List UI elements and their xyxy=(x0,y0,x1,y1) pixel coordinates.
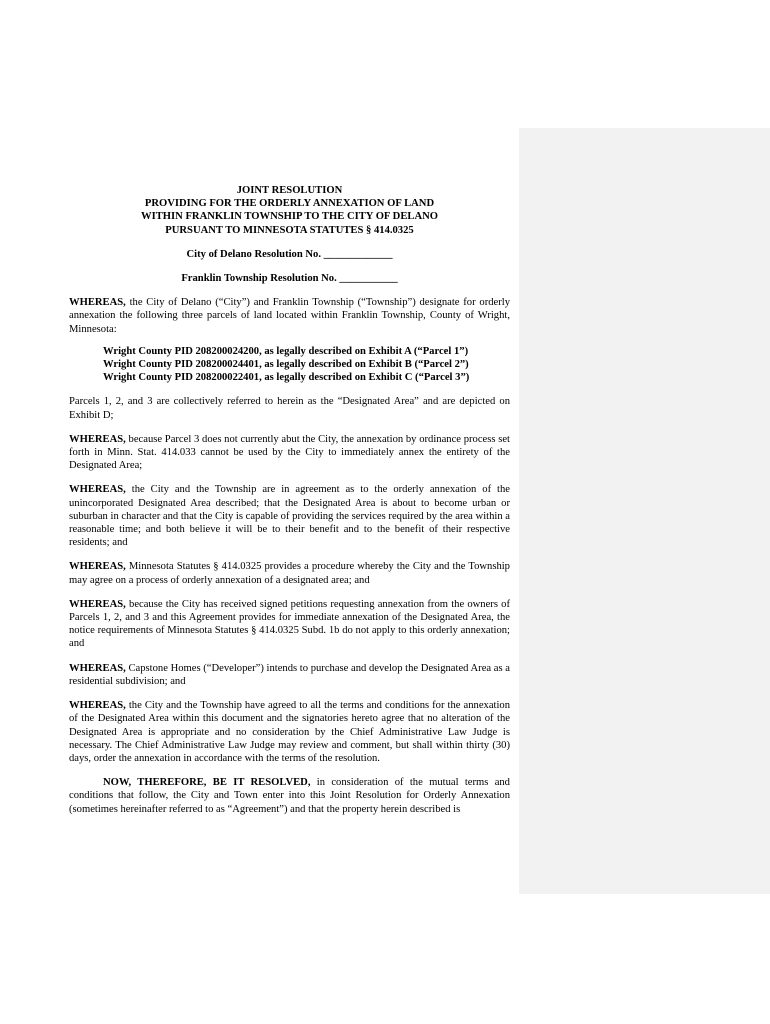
title-line-4: PURSUANT TO MINNESOTA STATUTES § 414.0325 xyxy=(165,224,414,236)
whereas-label: WHEREAS, xyxy=(69,561,126,573)
whereas-label: WHEREAS, xyxy=(69,433,126,445)
document-title xyxy=(69,184,510,237)
city-resolution-number: City of Delano Resolution No. _____________ xyxy=(186,248,393,260)
parcel-item: Wright County PID 208200024401, as legally described on Exhibit B (“Parcel 2”) xyxy=(103,359,469,371)
now-therefore-label: NOW, THEREFORE, BE IT RESOLVED, xyxy=(103,777,311,789)
whereas-paragraph-4 xyxy=(69,560,510,586)
paragraph-text: Minnesota Statutes § 414.0325 provides a procedure whereby the City and the Township may agree on a process of orderly annexation of a designated area; and xyxy=(69,561,510,586)
whereas-label: WHEREAS, xyxy=(69,700,126,712)
title-line-2: PROVIDING FOR THE ORDERLY ANNEXATION OF LAND xyxy=(144,198,435,210)
document-body xyxy=(69,184,510,816)
paragraph-text: Capstone Homes (“Developer”) intends to purchase and develop the Designated Area as a residential subdivision; and xyxy=(69,662,510,687)
whereas-label: WHEREAS, xyxy=(69,598,126,610)
title-line-1: JOINT RESOLUTION xyxy=(236,185,343,196)
title-line-3: WITHIN FRANKLIN TOWNSHIP TO THE CITY OF DELANO xyxy=(141,211,438,223)
paragraph-text: the City and the Township have agreed to all the terms and conditions for the annexation of the Designated Area within this document and the signatories hereto agree that no alteration of the Designated Area is appropriate and no consideration by the Chief Administrative Law Judge is necessary. The Chief Administrative Law Judge may review and comment, but shall within thirty (30) days, order the annexation in accordance with the terms of the resolution. xyxy=(69,700,510,764)
comment-pane xyxy=(519,128,770,894)
designated-area-paragraph: Parcels 1, 2, and 3 are collectively referred to herein as the “Designated Area” and are depicted on Exhibit D; xyxy=(69,396,510,421)
whereas-label: WHEREAS, xyxy=(69,297,126,309)
now-therefore-paragraph xyxy=(69,776,510,816)
paragraph-text: because Parcel 3 does not currently abut the City, the annexation by ordinance process set forth in Minn. Stat. 414.033 cannot be used by the City to immediately annex the entirety of the Designated Area; xyxy=(69,433,510,472)
whereas-paragraph-3 xyxy=(69,483,510,549)
whereas-paragraph-7 xyxy=(69,699,510,765)
parcel-item: Wright County PID 208200024200, as legally described on Exhibit A (“Parcel 1”) xyxy=(103,345,469,357)
whereas-paragraph-1 xyxy=(69,296,510,336)
paragraph-text: because the City has received signed petitions requesting annexation from the owners of Parcels 1, 2, and 3 and this Agreement provides for immediate annexation of the Designated Area, the notice requirements of Minnesota Statutes § 414.0325 Subd. 1b do not apply to this orderly annexation; and xyxy=(69,598,510,650)
paragraph-text: in consideration of the mutual terms and conditions that follow, the City and Town enter into this Joint Resolution for Orderly Annexation (sometimes hereinafter referred to as “Agreement”) and that the property herein described is xyxy=(69,777,510,815)
township-resolution-number: Franklin Township Resolution No. ___________ xyxy=(181,273,398,285)
paragraph-text: the City of Delano (“City”) and Franklin Township (“Township”) designate for orderly annexation the following three parcels of land located within Franklin Township, County of Wright, Minnesota: xyxy=(69,297,510,335)
whereas-paragraph-6 xyxy=(69,662,510,688)
whereas-paragraph-5 xyxy=(69,598,510,651)
whereas-label: WHEREAS, xyxy=(69,662,126,674)
parcel-list xyxy=(103,345,510,385)
paragraph-text: the City and the Township are in agreement as to the orderly annexation of the unincorporated Designated Area described; that the Designated Area is about to become urban or suburban in character and that the City is capable of providing the services required by the area within a reasonable time; and both believe it will be to their benefit and to the benefit of their respective residents; and xyxy=(69,484,510,549)
parcel-item: Wright County PID 208200022401, as legally described on Exhibit C (“Parcel 3”) xyxy=(103,372,470,384)
whereas-paragraph-2 xyxy=(69,433,510,473)
whereas-label: WHEREAS, xyxy=(69,484,126,496)
